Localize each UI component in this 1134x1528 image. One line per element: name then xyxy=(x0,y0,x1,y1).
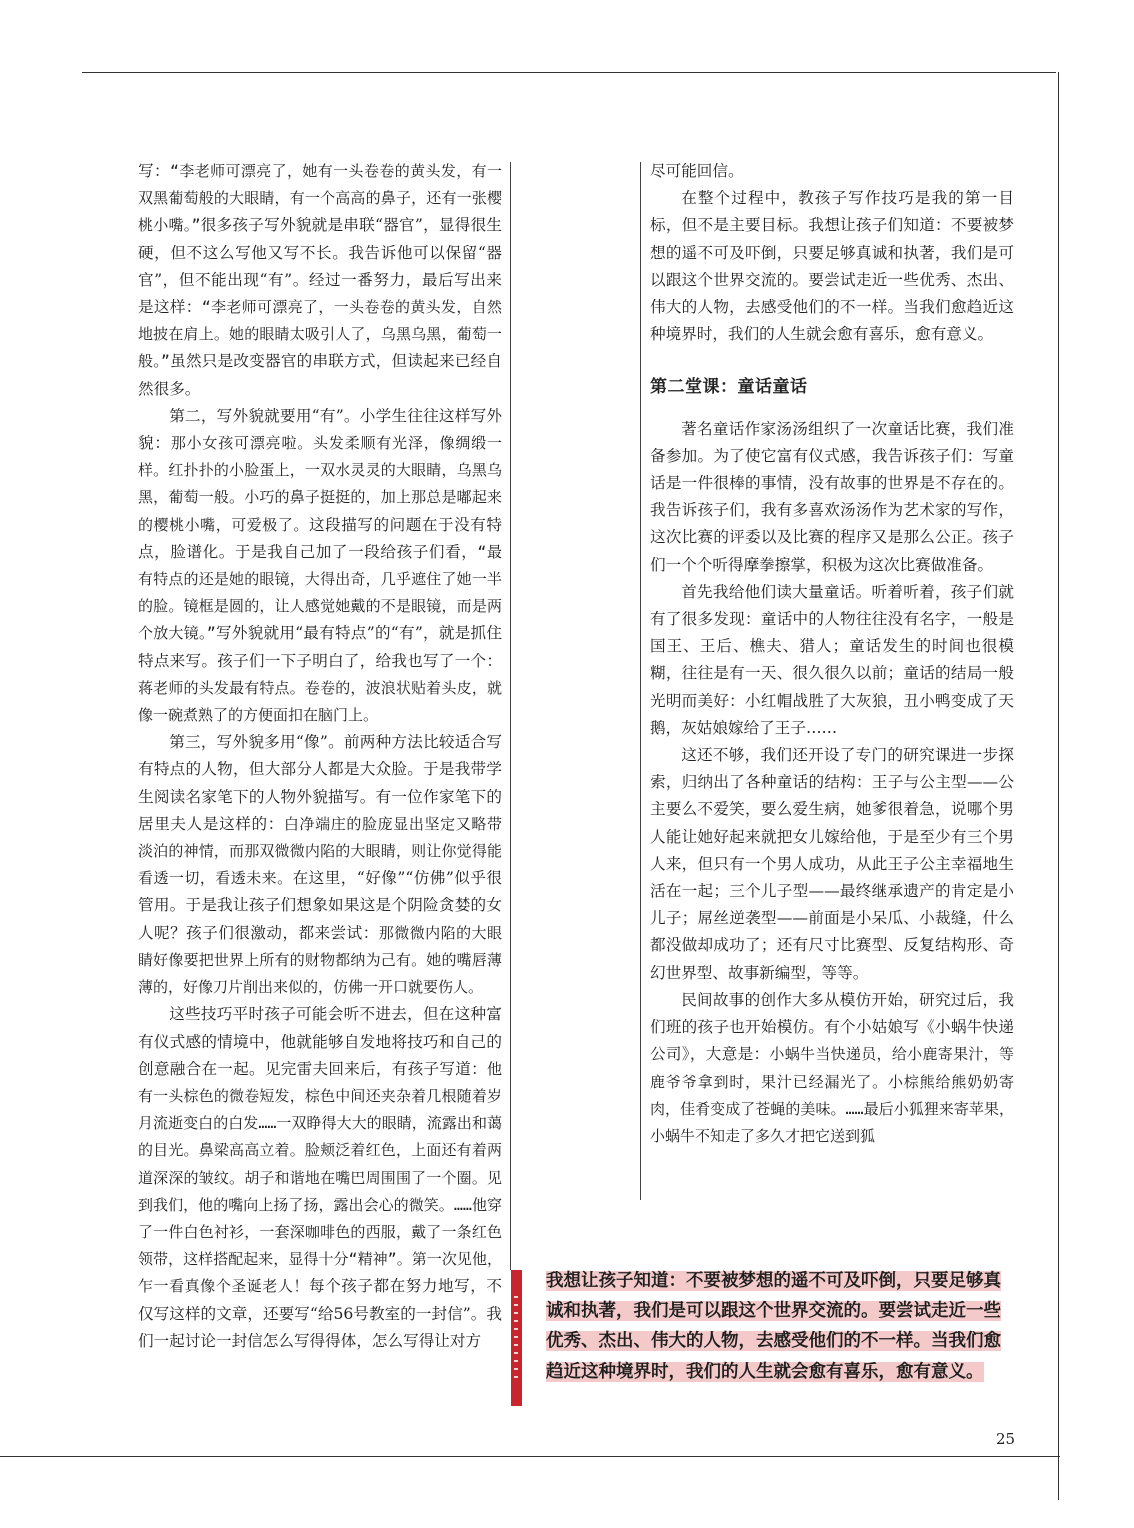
paragraph-10: 民间故事的创作大多从模仿开始，研究过后，我们班的孩子也开始模仿。有个小姑娘写《小蜗牛快递公司》，大意是：小蜗牛当快递员，给小鹿寄果汁，等鹿爷爷拿到时，果汁已经漏光了。小棕熊给熊奶奶寄肉，佳肴变成了苍蝇的美味。……最后小狐狸来寄苹果，小蜗牛不知走了多久才把它送到狐 xyxy=(650,990,1014,1145)
student-quote: 蒋老师的头发最有特点。卷卷的，波浪状贴着头皮，就像一碗煮熟了的方便面扣在脑门上。 xyxy=(138,678,502,725)
student-quote: 他有一头棕色的微卷短发，棕色中间还夹杂着几根随着岁月流逝变白的白发……一双睁得大大的眼睛，流露出和蔼的目光。鼻梁高高立着。脸颊泛着红色，上面还有着两道深深的皱纹。胡子和谐地在嘴巴周围围了一个圈。见到我们，他的嘴向上扬了扬，露出会心的微笑。……他穿了一件白色衬衫，一套深咖啡色的西服，戴了一条红色领带，这样搭配起来，显得十分“精神”。第一次见他，乍一看真像个圣诞老人！ xyxy=(138,1059,502,1296)
paragraph-2: 第二，写外貌就要用“有”。小学生往往这样写外貌：那小女孩可漂亮啦。头发柔顺有光泽，像绸缎一样。红扑扑的小脸蛋上，一双水灵灵的大眼睛，乌黑乌黑，葡萄一般。小巧的鼻子挺挺的，加上那总是嘟起来的樱桃小嘴，可爱极了。这段描写的问题在于没有特点，脸谱化。于是我自己加了一段给孩子们看，“最有特点的还是她的眼镜，大得出奇，几乎遮住了她一半的脸。镜框是圆的，让人感觉她戴的不是眼镜，而是两个放大镜。”写外貌就用“最有特点”的“有”，就是抓住特点来写。孩子们一下子明白了，给我也写了一个：蒋老师的头发最有特点。卷卷的，波浪状贴着头皮，就像一碗煮熟了的方便面扣在脑门上。 xyxy=(138,406,502,725)
column-divider-left xyxy=(510,162,511,1270)
student-quote: 白净端庄的脸庞显出坚定又略带淡泊的神情，而那双微微内陷的大眼睛，则让你觉得能看透一切，看透未来。 xyxy=(138,814,502,888)
paragraph-7: 著名童话作家汤汤组织了一次童话比赛，我们准备参加。为了使它富有仪式感，我告诉孩子们：写童话是一件很棒的事情，没有故事的世界是不存在的。我告诉孩子们，我有多喜欢汤汤作为艺术家的写作，这次比赛的评委以及比赛的程序又是那么公正。孩子们一个个听得摩拳擦掌，积极为这次比赛做准备。 xyxy=(650,419,1014,574)
bottom-rule xyxy=(0,1456,1060,1457)
accent-texture xyxy=(514,1290,518,1380)
section-heading: 第二堂课：童话童话 xyxy=(650,377,808,398)
right-column xyxy=(650,158,1014,1150)
paragraph-8: 首先我给他们读大量童话。听着听着，孩子们就有了很多发现：童话中的人物往往没有名字，一般是国王、王后、樵夫、猎人；童话发生的时间也很模糊，往往是有一天、很久很久以前；童话的结局一般光明而美好：小红帽战胜了大灰狼，丑小鸭变成了天鹅，灰姑娘嫁给了王子…… xyxy=(650,582,1014,737)
paragraph-4: 这些技巧平时孩子可能会听不进去，但在这种富有仪式感的情境中，他就能够自发地将技巧和自己的创意融合在一起。见完雷夫回来后，有孩子写道：他有一头棕色的微卷短发，棕色中间还夹杂着几根随着岁月流逝变白的白发……一双睁得大大的眼睛，流露出和蔼的目光。鼻梁高高立着。脸颊泛着红色，上面还有着两道深深的皱纹。胡子和谐地在嘴巴周围围了一个圈。见到我们，他的嘴向上扬了扬，露出会心的微笑。……他穿了一件白色衬衫，一套深咖啡色的西服，戴了一条红色领带，这样搭配起来，显得十分“精神”。第一次见他，乍一看真像个圣诞老人！每个孩子都在努力地写，不仅写这样的文章，还要写“给56号教室的一封信”。我们一起讨论一封信怎么写得得体，怎么写得让对方 xyxy=(138,1005,502,1350)
right-rule xyxy=(1058,72,1059,1500)
pull-quote xyxy=(546,1266,1016,1387)
student-quote: 小蜗牛当快递员，给小鹿寄果汁，等鹿爷爷拿到时，果汁已经漏光了。小棕熊给熊奶奶寄肉，佳肴变成了苍蝇的美味。……最后小狐狸来寄苹果，小蜗牛不知走了多久才把它送到狐 xyxy=(650,1045,1014,1145)
page-number: 25 xyxy=(996,1430,1016,1448)
column-divider-right xyxy=(640,162,641,1200)
paragraph-3: 第三，写外貌多用“像”。前两种方法比较适合写有特点的人物，但大部分人都是大众脸。于是我带学生阅读名家笔下的人物外貌描写。有一位作家笔下的居里夫人是这样的：白净端庄的脸庞显出坚定又略带淡泊的神情，而那双微微内陷的大眼睛，则让你觉得能看透一切，看透未来。在这里，“好像”“仿佛”似乎很管用。于是我让孩子们想象如果这是个阴险贪婪的女人呢？孩子们很激动，都来尝试：那微微内陷的大眼睛好像要把世界上所有的财物都纳为己有。她的嘴唇薄薄的，好像刀片削出来似的，仿佛一开口就要伤人。 xyxy=(138,733,502,997)
student-quote: 那微微内陷的大眼睛好像要把世界上所有的财物都纳为己有。她的嘴唇薄薄的，好像刀片削出来似的，仿佛一开口就要伤人。 xyxy=(138,923,502,997)
paragraph-9: 这还不够，我们还开设了专门的研究课进一步探索，归纳出了各种童话的结构：王子与公主型——公主要么不爱笑，要么爱生病，她爹很着急，说哪个男人能让她好起来就把女儿嫁给他，于是至少有三个男人来，但只有一个男人成功，从此王子公主幸福地生活在一起；三个儿子型——最终继承遗产的肯定是小儿子；屌丝逆袭型——前面是小呆瓜、小裁缝，什么都没做却成功了；还有尺寸比赛型、反复结构形、奇幻世界型、故事新编型，等等。 xyxy=(650,746,1014,982)
paragraph-6: 在整个过程中，教孩子写作技巧是我的第一目标，但不是主要目标。我想让孩子们知道：不要被梦想的遥不可及吓倒，只要足够真诚和执著，我们是可以跟这个世界交流的。要尝试走近一些优秀、杰出、伟大的人物，去感受他们的不一样。当我们愈趋近这种境界时，我们的人生就会愈有喜乐，愈有意义。 xyxy=(650,189,1014,344)
student-quote: “最有特点的还是她的眼镜，大得出奇，几乎遮住了她一半的脸。镜框是圆的，让人感觉她戴的不是眼镜，而是两个放大镜。” xyxy=(138,542,502,643)
pull-quote-text: 我想让孩子知道：不要被梦想的遥不可及吓倒，只要足够真诚和执著，我们是可以跟这个世界交流的。要尝试走近一些优秀、杰出、伟大的人物，去感受他们的不一样。当我们愈趋近这种境界时，我们的人生就会愈有喜乐，愈有意义。 xyxy=(546,1271,1001,1382)
paragraph-5: 尽可能回信。 xyxy=(650,162,744,180)
left-column xyxy=(138,158,502,1355)
student-quote: “李老师可漂亮了，她有一头卷卷的黄头发，有一双黑葡萄般的大眼睛，有一个高高的鼻子，还有一张樱桃小嘴。” xyxy=(138,162,502,235)
paragraph-1: 写：“李老师可漂亮了，她有一头卷卷的黄头发，有一双黑葡萄般的大眼睛，有一个高高的鼻子，还有一张樱桃小嘴。”很多孩子写外貌就是串联“器官”，显得很生硬，但不这么写他又写不长。我告诉他可以保留“器官”，但不能出现“有”。经过一番努力，最后写出来是这样：“李老师可漂亮了，一头卷卷的黄头发，自然地披在肩上。她的眼睛太吸引人了，乌黑乌黑，葡萄一般。”虽然只是改变器官的串联方式，但读起来已经自然很多。 xyxy=(138,162,503,398)
top-rule xyxy=(82,72,1056,73)
student-quote: 那小女孩可漂亮啦。头发柔顺有光泽，像绸缎一样。红扑扑的小脸蛋上，一双水灵灵的大眼睛，乌黑乌黑，葡萄一般。小巧的鼻子挺挺的，加上那总是嘟起来的樱桃小嘴，可爱极了。 xyxy=(138,434,502,534)
student-quote: “李老师可漂亮了，一头卷卷的黄头发，自然地披在肩上。她的眼睛太吸引人了，乌黑乌黑，葡萄一般。” xyxy=(138,298,502,371)
pull-quote-accent-bar xyxy=(511,1270,522,1406)
